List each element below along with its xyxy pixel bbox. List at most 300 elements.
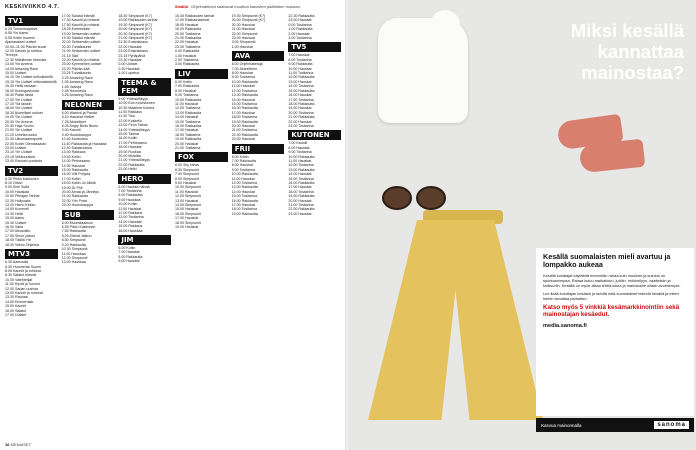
program-line: 19.00 Rakkautta (231, 119, 258, 124)
program-line: 12.00 Tositarina (175, 106, 201, 111)
program-line: 22.00 Rakkautta (288, 207, 315, 212)
program-line: 9.40 Huutokauppa (61, 132, 92, 137)
program-line: 16.00 Rakkautta (231, 198, 258, 203)
program-line: 12.00 Kokkeilu (118, 118, 142, 123)
program-line: 21.00 Yle Uutiset (5, 128, 33, 133)
program-line: 9.00 Kimi Sofia (5, 185, 30, 190)
channel-heading: SUB (62, 210, 115, 220)
program-line: 19.00 Rakkautta (175, 27, 202, 32)
program-line: 10.30 Maailma Kotona (118, 105, 155, 110)
program-line: 21.00 Seitsemän uutiset (61, 49, 101, 54)
program-line: 16.00 Kotiin (118, 136, 138, 141)
channel-heading: TV5 (288, 42, 341, 52)
program-line: 15.00 Rakkautta (61, 168, 88, 172)
program-line: 22.00 Ylin Pinta (61, 198, 87, 203)
program-line: 0.25 Amazing Race (61, 75, 93, 80)
program-line: 13.00 Hauskat (288, 79, 312, 84)
program-line: 17.00 Uutiset (5, 312, 27, 317)
page-header-date: KESKIVIIKKO 4.7. (5, 4, 60, 10)
program-line: 19.00 Rakkautta (175, 137, 202, 142)
program-line: 22.00 Hauskat (118, 44, 142, 49)
program-line: 23.00 Hetki (118, 167, 137, 172)
program-line: 3.25 Amazing Race (61, 93, 93, 98)
advertisement-page (348, 0, 696, 450)
program-line: 21.00 Tositarina (288, 203, 314, 208)
program-line: 13.20 Hieno Kirkko (5, 203, 36, 208)
channel-heading: LIV (175, 69, 228, 79)
listing-columns (5, 14, 341, 432)
program-line: 21.00 Simpsonit (K7) (118, 36, 152, 41)
channel-heading: FOX (175, 152, 228, 162)
program-line: 23.00 Hauskat (231, 36, 255, 41)
program-line: 9.00 Tositarina (175, 93, 199, 98)
program-line: 14.30 Hauskat (61, 163, 85, 168)
ad-highlight: Katso myös 5 vinkkiä kesämarkkinointiin sekä mainostajan kesäedut. (543, 303, 680, 319)
program-line: 12.00 Kaunis ja rohkea (5, 49, 42, 54)
program-line: 10.00 Rakkautta (231, 79, 258, 84)
channel-heading: NELONEN (62, 100, 115, 110)
program-line: 17.30 Kauniit ja rohkeat (61, 18, 100, 23)
program-line: 19.00 Rakkautta (288, 194, 315, 199)
program-line: 16.30 Pidän tästä (5, 93, 33, 98)
program-line: 17.00 Tositarina (288, 97, 314, 102)
program-line: 8.50 Simpsonit (61, 238, 86, 243)
program-line: 6.55 Yle Aamu (5, 31, 29, 36)
program-line: 7.00 Hauskat (288, 53, 310, 58)
program-line: 18.30 Alueelliset uutiset (5, 110, 43, 115)
program-line: 14.00 Perheaamu (61, 159, 91, 164)
program-line: 18.30 Simpsonit (K7) (118, 14, 152, 18)
headline-line: kannattaa (597, 41, 684, 62)
program-line: 21.00 Rakkautta (288, 115, 315, 120)
page-note (175, 4, 301, 9)
program-line: 17.00 Hauskat (231, 110, 255, 115)
program-line: 8.00 Tositarina (288, 57, 312, 62)
program-line: 8.00 Hauskat (231, 71, 253, 76)
sanoma-logo: sanoma (654, 421, 689, 429)
program-line: 19.00 Seitsemän uutiset (61, 31, 101, 36)
program-line: 21.30 Ensirakkaus (118, 40, 148, 45)
program-line: 6.00 Hauska nähdä (118, 184, 150, 189)
program-line: Terveys (5, 53, 18, 58)
program-line: 15.00 Kauniit (5, 304, 26, 309)
program-line: 8.30 Salatut elämät (5, 273, 36, 278)
program-line: 7.00 Hauskat (118, 250, 140, 255)
program-line: 8.00 Hauskat (175, 88, 197, 93)
program-line: 20.00 Simpsonit (K7) (231, 18, 266, 23)
channel-heading: MTV3 (5, 249, 58, 259)
program-line: 1.00 Rakkautta (288, 27, 313, 32)
program-line: 23.00 Hauskat (288, 18, 312, 23)
ad-url-link[interactable]: media.sanoma.fi (543, 322, 587, 329)
program-line: 14.00 Hauskat (175, 115, 199, 120)
program-line: 13.00 Rakkautta (231, 93, 258, 98)
program-line: 11.00 Hauskat (231, 176, 255, 181)
program-line: 23.00 Hauskat (231, 137, 255, 142)
program-line: 10.30 Simpsonit (61, 247, 88, 252)
program-line: 22.00 Rakkautta (231, 132, 258, 137)
program-line: 16.00 Vaha (5, 225, 24, 230)
listing-column (118, 14, 171, 432)
program-line: 15.00 Rakkautta (288, 88, 315, 93)
program-line: 10.40 Kuntoutus (61, 137, 88, 142)
program-line: 23.00 Tositarina (288, 123, 314, 128)
program-line: 13.00 Kauniit ja rohkeat (5, 290, 43, 295)
program-line: 10.00 Rakkautta (175, 97, 202, 102)
program-line: 15.15 Yle Uutiset viittomakielellä (5, 79, 57, 84)
program-line: 18.00 Hauskat (118, 145, 142, 150)
program-line: 12.00 Tositarina (231, 181, 257, 185)
program-line: 12.00 Simpsonit (61, 255, 88, 260)
program-line: 10.00 Rakkautta (288, 154, 315, 159)
program-line: 21.00 Tositarina (231, 128, 257, 133)
program-line: 6.00 Muumilaakson (61, 220, 93, 225)
program-line: 10.50 Pihlajan Tarinat (5, 194, 40, 199)
program-line: 7.00 Kauniit (288, 141, 308, 146)
program-line: 20.00 Yle Areena (5, 119, 33, 124)
program-line: 18.00 Tositarina (175, 132, 201, 137)
program-line: 7.00 Alueellinen (231, 66, 258, 71)
program-line: 16.00 Hauskat (288, 93, 312, 98)
program-line: 12.30 Mäkilinnan tietovisa (5, 57, 47, 62)
program-line: 17.00 Rakkaustarinat (175, 18, 209, 23)
program-line: 13.00 Rakkaus (61, 150, 86, 155)
program-line: 9.00 Rakkautta (288, 62, 313, 67)
program-line: 18.25 Emmerdale (61, 27, 91, 32)
program-line: 12.00 Rakkaus (118, 211, 143, 216)
program-line: 6.00 Sky News (175, 163, 199, 168)
program-line: 23.00 Uutiset (5, 145, 27, 150)
program-line: 10.00 Simpsonit (175, 185, 201, 190)
program-line: 19.00 Hauskat (175, 225, 199, 230)
program-line: 6.30 Pikku Kakkonen (5, 176, 39, 181)
program-line: 2.00 Tositarina (175, 58, 199, 63)
program-line: 18.00 Rakkautta (288, 101, 315, 106)
program-line: 20.30 Hauskat (231, 22, 255, 27)
program-line: 18.00 Yle Uutiset (5, 106, 33, 111)
program-line: 0.00 Tositarina (288, 22, 312, 27)
program-line: 15.00 Tarinat (118, 131, 140, 136)
program-line: 6.00 Kotiin (231, 154, 249, 159)
program-line: 15.45 Rakkauden tarinat (175, 14, 215, 18)
program-line: 7.00 Simpsonit (175, 172, 199, 177)
program-line: 18.00 Tositarina (288, 189, 314, 194)
program-line: 23.15 Pyhäpäivä (118, 53, 146, 58)
white-shirt-image (378, 18, 468, 123)
program-line: 20.30 Tuhatkaunis (61, 44, 92, 49)
program-line: 23.40 Rauhan puolesta (5, 159, 43, 164)
program-line: 8.00 Hauskat (288, 145, 310, 150)
program-line: 2.00 Hauskat (288, 31, 310, 36)
program-line: 17.00 Hauskat (288, 185, 312, 190)
program-line: 23.20 Päivän sää (61, 66, 90, 71)
program-line: 17.00 Hauskat (231, 203, 255, 208)
program-line: 17.00 Salatut elämät (61, 14, 95, 18)
program-line: 11.00 Tositarina (288, 71, 314, 76)
program-line: 6.10 Hauskat Hetket (61, 115, 95, 120)
listing-column (232, 14, 285, 432)
program-line: 8.05 Kauniit ja rohkeat (5, 268, 41, 273)
program-line: 20.30 Haja Suomi (5, 123, 34, 128)
program-line: 10.00 Hauskaa (5, 189, 30, 194)
program-line: 11.00 Hauskat (175, 189, 198, 194)
program-line: 15.00 Tositarina (231, 194, 257, 199)
program-line: 16.00 Villi Pohjola (61, 172, 91, 177)
program-line: 12.00 Tositarina (231, 88, 257, 93)
program-line: 14.00 Hauskat (231, 97, 255, 102)
listing-column (62, 14, 115, 432)
program-line: Ajantasaiset uutiset (5, 40, 37, 45)
program-line: 6.00 Kotiin (118, 246, 136, 251)
program-line: 23.15 Viikkouutiset (5, 154, 36, 159)
program-line: 17.00 Perheaamu (118, 140, 147, 145)
program-line: 9.00 Yhteisöllisyys (118, 96, 148, 101)
program-line: 20.00 Hauskat (231, 123, 255, 128)
program-line: 15.00 Rakkaus (118, 224, 143, 229)
magazine-name: MENAISET (10, 442, 32, 447)
program-line: 6.00 Warrick ja Panda (61, 110, 97, 115)
ad-paragraph: Lue lisää kuluttajan kesästä ja selvitä mitä suomalaiset tekevät kesällä ja miten heihin tavoittaa parhaiten. (543, 290, 679, 301)
program-line: 23.00 Hauskat (288, 211, 312, 216)
ad-headline (484, 20, 684, 83)
program-line: 13.00 Yle Areena (5, 62, 33, 67)
program-line: 14.00 Amazing Race (5, 66, 39, 71)
channel-heading: FRII (232, 144, 285, 154)
program-line: 17.00 Hauskat (175, 128, 199, 133)
program-line: 14.00 Simpsonit (175, 203, 201, 208)
program-line: 8.00 Hauskat (231, 163, 253, 168)
ad-paragraph: Kesällä kuluttajat käyttävät enemmän rahaa kuin muulloin ja kulutus on spontaanimpaa. Rahaa kuluu matkailuun, juhliin, mökkeilyyn, vaatteisiin ja kulttuuriin. Kesällä on myös aikaa lehtiä lukea ja mainoksille ollaan avoimempia. (543, 272, 681, 288)
program-line: 7.00 Tositarina (118, 189, 142, 193)
program-line: 14.00 Hauskat (231, 189, 255, 194)
note-text: Ohjelmatiedot saattavat muuttua kanavien päätösten mukaan. (191, 4, 301, 9)
program-line: 21.30 Ulkomaanraportti (5, 137, 43, 142)
program-line: 20.00 Tositarina (175, 31, 201, 36)
channel-heading: AVA (232, 51, 285, 61)
program-line: 22.00 Rakkautta (118, 162, 145, 167)
program-line: 17.00 Yle Uutiset (5, 97, 33, 102)
program-line: 19.30 Salatut elämät (61, 36, 95, 41)
program-line: 22.00 Kauniit ja rohkeat (61, 58, 100, 63)
ad-title: Kesällä suomalaisten mieli avartuu ja lompakko aukeaa (543, 252, 671, 270)
program-line: 6.30 Aamusää (5, 260, 28, 265)
note-label: Sisältö (175, 4, 189, 9)
program-line: 6.00 Kotiin (175, 79, 192, 84)
program-line: 8.25 Angry Birds Blues (61, 123, 99, 128)
headline-line: Miksi kesällä (570, 20, 684, 41)
program-line: 21.15 Sää (61, 53, 79, 58)
program-line: 16.00 Simpsonit (175, 211, 201, 216)
program-line: 15.00 Hauskat (175, 207, 199, 212)
program-line: 9.00 Hauskat (118, 259, 140, 264)
program-line: 13.00 Pirun Taivas (118, 123, 148, 128)
program-line: 19.00 Rakkautta (231, 211, 258, 216)
program-line: 11.40 Rakkautta ja Hauskaa (61, 141, 107, 146)
program-line: 19.00 Yle Uutiset (5, 115, 33, 120)
yellow-trousers-image (368, 220, 543, 420)
program-line: 6.30 Huomenta Suomi (5, 264, 41, 269)
program-line: 9.20 Rakkautta (61, 242, 86, 247)
program-line: 21.00 Rakkautta (61, 194, 88, 199)
program-line: 11.00 Rakkaus (118, 109, 143, 114)
program-line: 19.30 Simpsonit (K7) (118, 22, 152, 27)
program-line: 2.45 Huomenta (61, 88, 87, 93)
program-line: 13.00 Hauskat (175, 198, 199, 203)
program-line: 14.00 Hauskat (118, 219, 142, 224)
listing-column (5, 14, 58, 432)
program-line: 18.00 Simpsonit (175, 220, 201, 225)
program-line: 23.00 Huutokauppa (61, 203, 94, 208)
program-line: 15.30 Uutiset (5, 220, 27, 225)
program-line: 23.10 Yle Uutiset (5, 150, 33, 155)
program-line: 16.00 Rakkautta (231, 106, 258, 111)
program-line: 16.00 Kuningaskunta (5, 88, 39, 93)
ad-bottom-strip (536, 418, 694, 432)
program-line: 1.00 Hauskat (231, 44, 253, 49)
program-line: 6.00 Ohjelmatietoja (231, 62, 263, 67)
listing-column (288, 14, 341, 432)
page-number: 16 (5, 442, 10, 447)
program-line: 21.00 Rakkautta (175, 36, 202, 41)
program-line: 11.00 Hauskat (175, 101, 198, 106)
program-line: 23.25 Tuhatkaunis (61, 71, 92, 76)
program-line: 17.00 Hauskat (175, 216, 199, 221)
channel-heading: TV1 (5, 16, 58, 26)
program-line: 1.05 Amazing Race (61, 80, 93, 85)
program-line: 13.00 Tositarina (118, 215, 144, 220)
program-line: 18.00 Hauskat (175, 22, 199, 27)
program-line: 7.25 Alueelliset (61, 119, 86, 124)
channel-heading: TEEMA & FEM (118, 78, 171, 96)
ad-text-box (536, 248, 694, 416)
program-line: 20.00 Hauskat (288, 198, 312, 203)
program-line: 14.00 Tositarina (288, 84, 314, 89)
channel-heading: HERO (118, 174, 171, 184)
program-line: 1.45 Valvoja (61, 84, 82, 89)
program-line: 6.55 Pikku Kakkonen (61, 225, 96, 230)
program-line: 15.00 Tositarina (288, 176, 314, 181)
program-line: 11.00 Hauskat (231, 84, 255, 89)
program-line: 17.00 Kotiin (61, 176, 81, 181)
program-line: 18.05 Täällä Yle (5, 238, 31, 243)
program-line: 12.00 Tositarina (288, 163, 314, 168)
program-line: 14.00 Yhteisöllisyys (118, 127, 150, 132)
program-line: 11.00 Hauskat (288, 158, 312, 163)
channel-heading: TV2 (5, 166, 58, 176)
strip-slogan: Kasvua mainonnalla (541, 422, 582, 428)
program-line: 18.00 Tositarina (231, 115, 257, 120)
shoe-image (579, 139, 646, 174)
program-line: 7.00 Rakkautta (231, 158, 256, 163)
program-line: 15.00 Tositarina (231, 101, 257, 106)
program-line: 10.00 Hauskat (288, 66, 312, 71)
program-line: 10.00–11.00 Päivän kuvat (5, 44, 47, 49)
program-line: 22.30 Rakkautta (288, 14, 315, 18)
program-line: 13.00 Rakkautta (231, 185, 258, 190)
program-line: 12.40 Salaisuuksia (61, 145, 92, 150)
program-line: 19.00 Hauskat (288, 106, 312, 111)
program-line: 14.00 Kummeli (5, 207, 29, 212)
program-line: 16.00 Salatut (5, 308, 27, 313)
program-line: 23.00 Tositarina (175, 44, 201, 49)
program-line: 3.00 Tositarina (288, 36, 312, 41)
program-line: 7.55 Rakkautta (61, 229, 86, 234)
program-line: 10.00 Rakkautta (231, 172, 258, 177)
channel-heading: KUTONEN (288, 130, 341, 140)
program-line: 17.50 Kauniit ja rohkeat (61, 22, 100, 27)
program-line: 9.00 Tositarina (231, 75, 255, 80)
program-line: 0.00 Uutiset (118, 62, 138, 67)
program-line: 23.30 Hauskat (118, 58, 142, 63)
program-line: 9.00 Kauniit (61, 128, 81, 133)
program-line: 0.00 Simpsonit (231, 40, 256, 45)
program-line: 8.00 Simpsonit (175, 176, 199, 181)
program-line: 6.25 Tunnelmapäivä (5, 27, 38, 31)
program-line: 9.05 Kotiin huomio (5, 35, 35, 40)
program-line: 21.00 Hauskat (231, 27, 255, 32)
program-line: 15.10 Yle Uutiset selkokielellä (5, 75, 53, 80)
page-footer (5, 442, 31, 447)
program-line: 15.30 Hetki rantaan (5, 84, 37, 89)
program-line: 13.30 Rauhaa (5, 295, 28, 300)
program-line: 19.00 Rakkauden tarinat (118, 18, 158, 23)
program-line: 18.30 Viikon Ohjelma (5, 242, 40, 247)
program-line: 21.20 Urheiluruudut (5, 132, 37, 137)
listing-column (175, 14, 228, 432)
program-line: 20.00 Tositarina (288, 110, 314, 115)
program-line: 11.30 Tulo (118, 114, 135, 119)
program-line: 19.00 Dr Phil (61, 185, 83, 190)
program-line: 22.00 Hauskat (288, 119, 312, 124)
program-line: 14.00 Hauskat (288, 172, 312, 177)
program-line: 0.30 Hauskat (118, 66, 140, 71)
program-line: 12.30 Hollyoaks (5, 198, 31, 203)
program-line: 12.00 Rakkautta (288, 75, 315, 80)
program-line: 13.00 Rakkautta (175, 110, 202, 115)
tv-listings-page (0, 0, 345, 450)
program-line: 22.00 Simpsonit (231, 31, 258, 36)
program-line: 6.30 Simpsonit (175, 167, 199, 172)
program-line: 8.10 Oddvi (5, 181, 23, 185)
program-line: 17.10 Ylä talokin (5, 101, 32, 106)
program-line: 18.00 Tositarina (231, 207, 257, 212)
program-line: 16.00 Rakkautta (288, 181, 315, 185)
program-line: 22.00 Hauskat (175, 40, 199, 45)
program-line: 8.00 Rakkautta (118, 193, 143, 198)
program-line: 15.00 Aamu (5, 216, 25, 221)
program-line: 22.00 Kodin Olemassaolo (5, 141, 47, 146)
program-line: 19.30 Simpsonit (K7) (231, 14, 266, 18)
program-line: 10.00 Kotiin (118, 202, 138, 207)
program-line: 3.00 Rakkautta (175, 62, 200, 67)
program-line: 16.00 Rakkautta (175, 123, 202, 128)
channel-heading: JIM (118, 235, 171, 245)
program-line: 18.00 Kotiin Ja Jälkiä (61, 181, 96, 186)
program-line: 9.00 Hauskat (175, 181, 197, 185)
program-line: 20.00 Seitsemän uutiset (61, 40, 101, 45)
program-line: 21.00 Tositarina (175, 145, 201, 150)
program-line: 10.00 Valehtelijat (5, 277, 33, 282)
program-line: 17.55 Sinun juttusi (5, 233, 35, 238)
program-line: 20.00 Simpsonit (K7) (118, 27, 152, 32)
program-line: 12.00 Simpsonit (175, 194, 201, 199)
program-line: 13.40 Kotiin (61, 154, 81, 159)
program-line: 9.00 Tositarina (288, 150, 312, 155)
program-line: 13.00 Rakkautta (288, 167, 315, 172)
program-line: 13.00 Hauskaa (61, 260, 86, 265)
headline-line: mainostaa? (581, 62, 684, 83)
program-line: 1.00 Lopetus (118, 71, 140, 76)
